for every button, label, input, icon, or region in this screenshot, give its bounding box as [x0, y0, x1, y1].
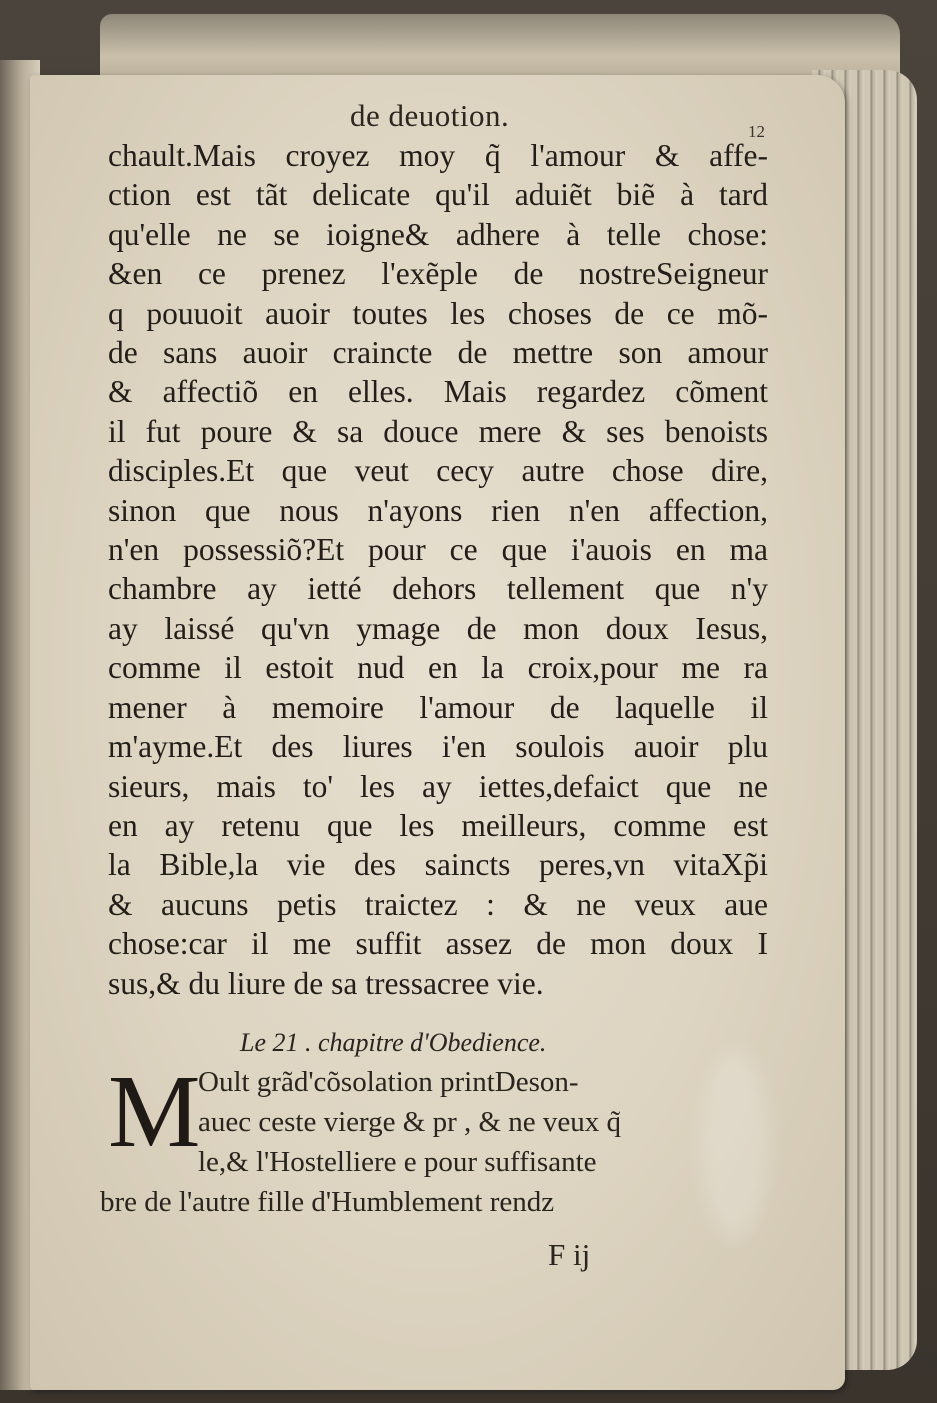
text-line: disciples.Et que veut cecy autre chose dire, [108, 453, 768, 489]
text-line: ction est tãt delicate qu'il aduiẽt biẽ à tard [108, 177, 768, 213]
text-line: la Bible,la vie des saincts peres,vn vitaXp̃i [108, 847, 768, 883]
text-line: sinon que nous n'ayons rien n'en affection, [108, 492, 768, 528]
text-line: il fut poure & sa douce mere & ses benoists [108, 413, 768, 449]
text-line: m'ayme.Et des liures i'en soulois auoir plu [108, 729, 768, 765]
drop-cap-initial: M [108, 1054, 201, 1169]
text-line: sus,& du liure de sa tressacree vie. [108, 965, 544, 1001]
text-line: chambre ay ietté dehors tellement que n'y [108, 571, 768, 607]
folio-number: 12 [748, 122, 765, 141]
text-line: le,& l'Hostelliere e pour suffisante [198, 1146, 597, 1178]
text-line: bre de l'autre fille d'Humblement rendz [100, 1186, 555, 1218]
text-line: Oult grãd'cõsolation printDeson- [198, 1066, 579, 1098]
text-line: ay laissé qu'vn ymage de mon doux Iesus, [108, 610, 768, 646]
text-line: auec ceste vierge & pr , & ne veux q̃ [198, 1106, 622, 1138]
text-line: &en ce prenez l'exẽple de nostreSeigneur [108, 256, 768, 292]
text-line: & aucuns petis traictez : & ne veux aue [108, 886, 768, 922]
text-line: mener à memoire l'amour de laquelle il [108, 689, 768, 725]
text-line: q pouuoit auoir toutes les choses de ce mõ- [108, 295, 768, 331]
chapter-opening-text [100, 1054, 760, 1222]
text-line: sieurs, mais to' les ay iettes,defaict que ne [108, 768, 768, 804]
text-line: n'en possessiõ?Et pour ce que i'auois en ma [108, 532, 768, 568]
text-line: chose:car il me suffit assez de mon doux I [108, 926, 768, 962]
text-line: & affectiõ en elles. Mais regardez cõment [108, 374, 768, 410]
text-line: de sans auoir craincte de mettre son amour [108, 335, 768, 371]
text-line: en ay retenu que les meilleurs, comme est [108, 807, 768, 843]
running-head: de deuotion. [350, 98, 510, 133]
body-text [108, 136, 768, 1003]
signature-mark: F ij [548, 1237, 591, 1272]
text-line: chault.Mais croyez moy q̃ l'amour & affe- [108, 138, 768, 173]
page-stack-top-edge [100, 14, 900, 84]
text-line: comme il estoit nud en la croix,pour me ra [108, 650, 768, 686]
chapter-heading: Le 21 . chapitre d'Obedience. [240, 1028, 547, 1057]
text-line: qu'elle ne se ioigne& adhere à telle chose: [108, 216, 768, 252]
